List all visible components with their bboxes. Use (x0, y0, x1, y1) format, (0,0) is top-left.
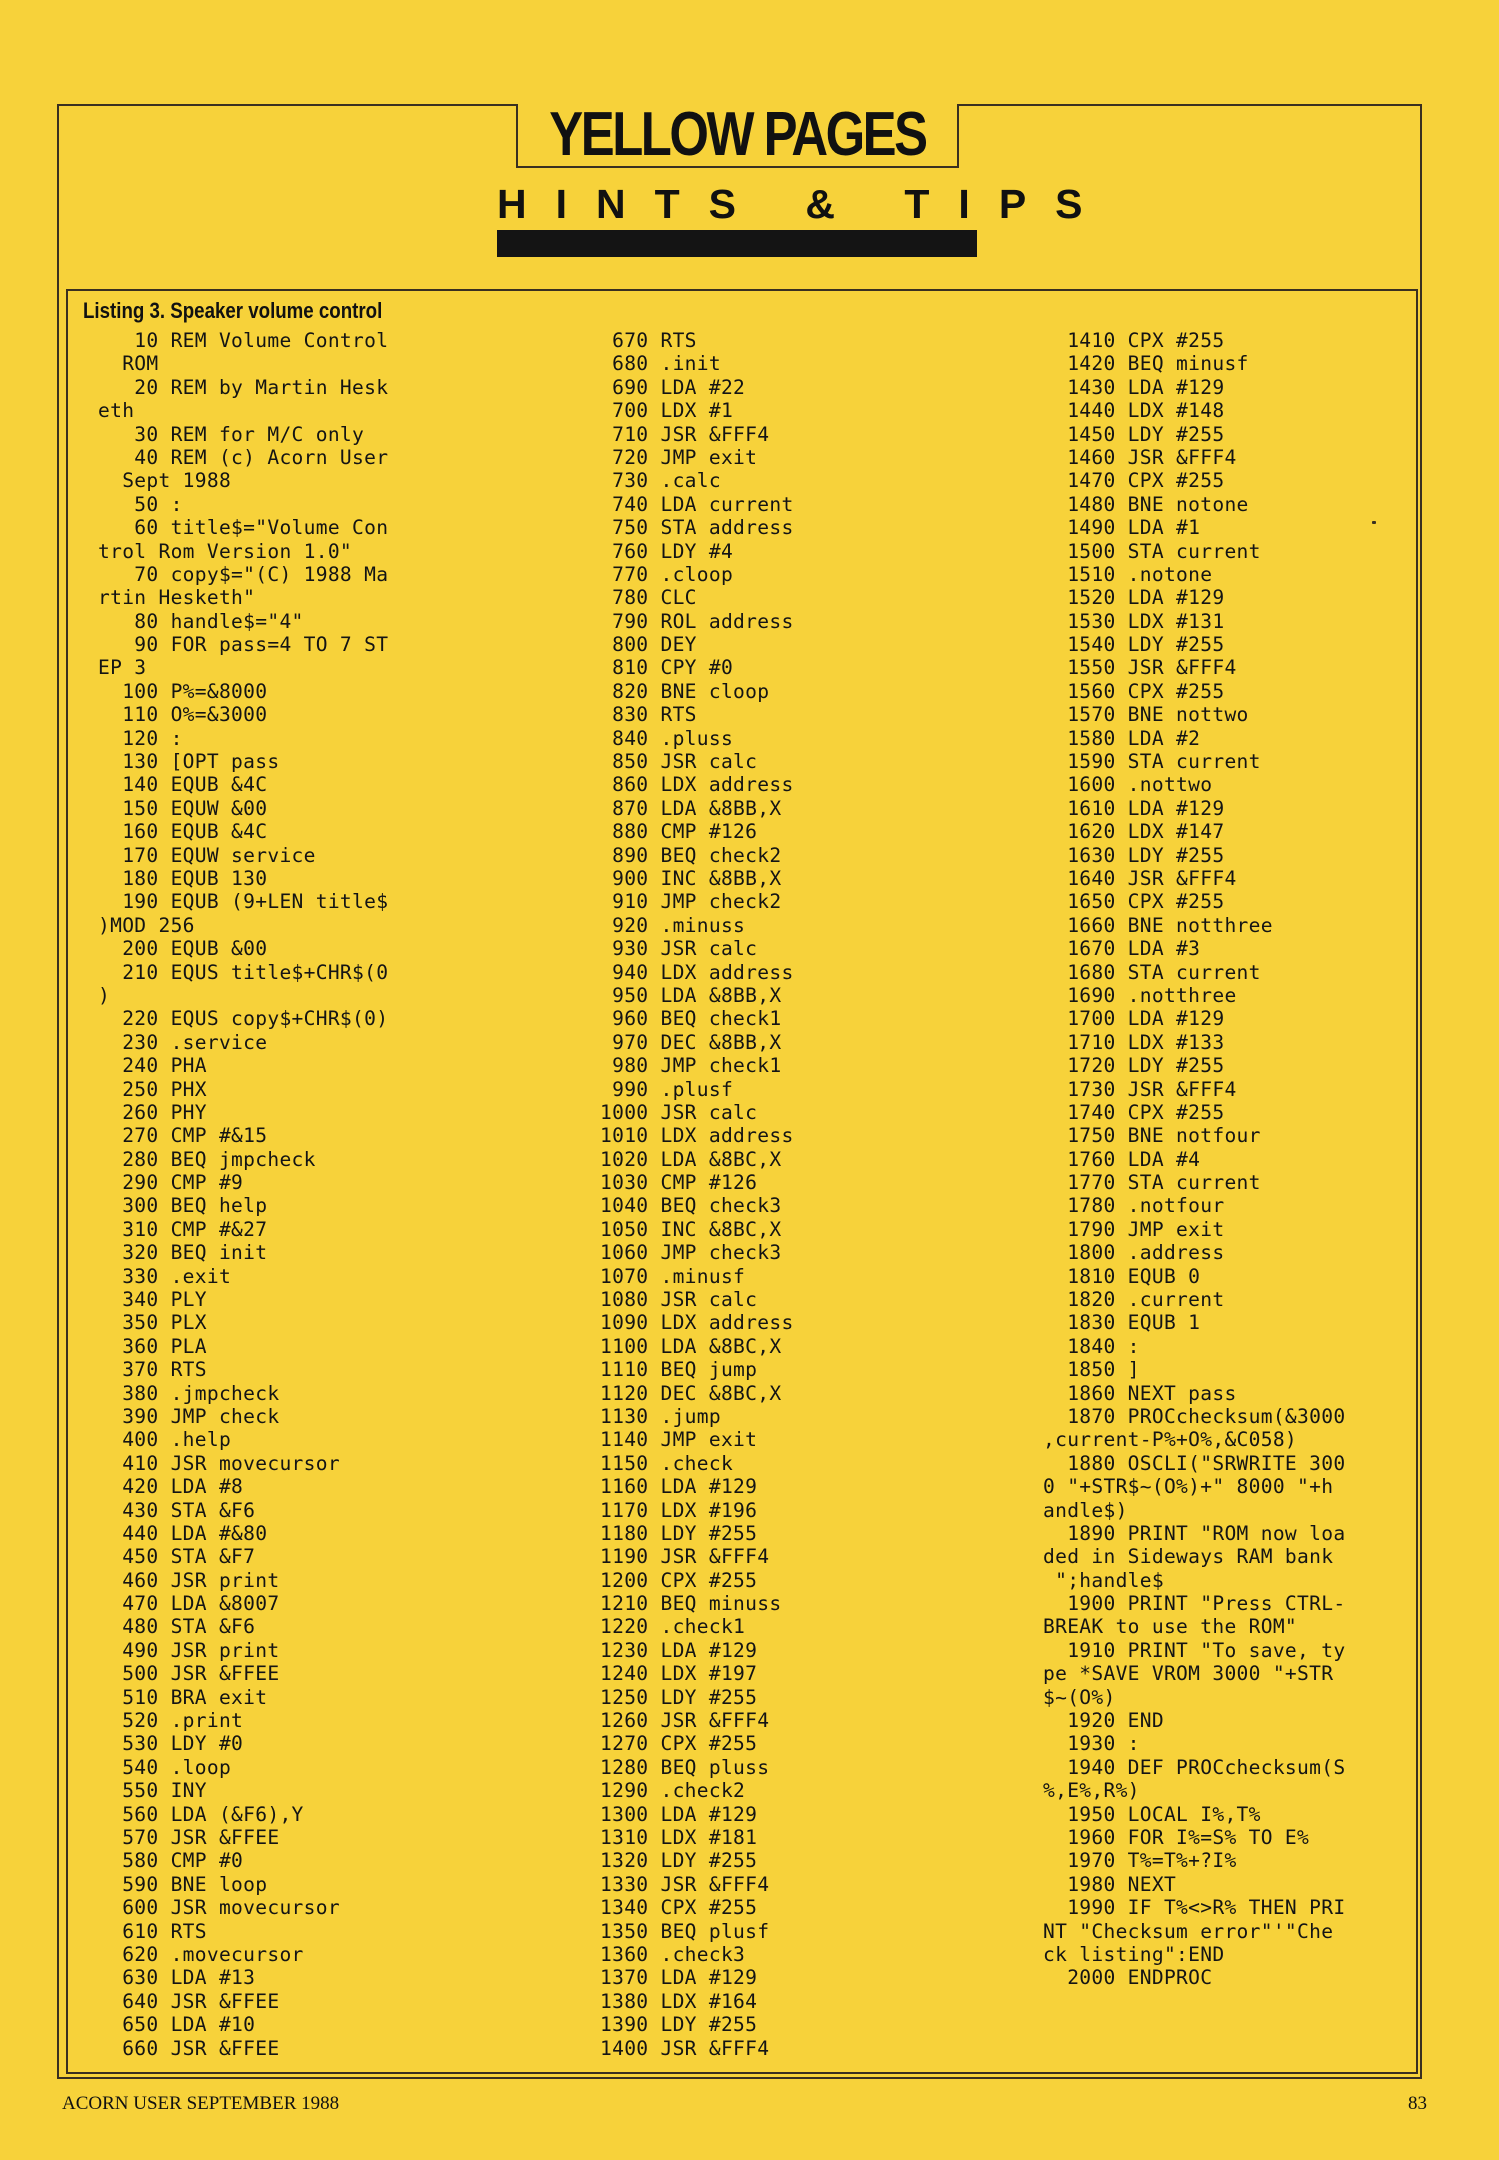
code-line: 1520 LDA #129 (1043, 586, 1225, 610)
code-line: 280 BEQ jmpcheck (98, 1147, 316, 1171)
code-line: eth (98, 399, 135, 423)
code-line: andle$) (1043, 1498, 1128, 1522)
masthead-subtitle: HINTS & TIPS (497, 181, 1112, 227)
code-line: 1010 LDX address (600, 1124, 794, 1148)
code-line: 420 LDA #8 (98, 1475, 244, 1499)
code-line: 680 .init (600, 352, 721, 376)
code-line: 1550 JSR &FFF4 (1043, 656, 1237, 680)
code-line: 1720 LDY #255 (1043, 1054, 1225, 1078)
code-line: 1920 END (1043, 1709, 1164, 1733)
code-line: 1580 LDA #2 (1043, 726, 1201, 750)
code-line: 810 CPY #0 (600, 656, 734, 680)
code-line: $~(O%) (1043, 1685, 1116, 1709)
code-line: 1980 NEXT (1043, 1872, 1177, 1896)
code-line: 690 LDA #22 (600, 375, 746, 399)
code-line: 1530 LDX #131 (1043, 609, 1225, 633)
code-line: 0 "+STR$~(O%)+" 8000 "+h (1043, 1475, 1334, 1499)
code-line: 740 LDA current (600, 492, 794, 516)
code-line: 30 REM for M/C only (98, 422, 365, 446)
code-line: 330 .exit (98, 1264, 232, 1288)
code-line: 1990 IF T%<>R% THEN PRI (1043, 1896, 1346, 1920)
code-line: 870 LDA &8BB,X (600, 796, 782, 820)
code-line: 700 LDX #1 (600, 399, 734, 423)
code-line: 520 .print (98, 1709, 244, 1733)
code-line: 1090 LDX address (600, 1311, 794, 1335)
code-line: 820 BNE cloop (600, 679, 770, 703)
code-line: 1950 LOCAL I%,T% (1043, 1802, 1261, 1826)
code-line: 980 JMP check1 (600, 1054, 782, 1078)
code-line: NT "Checksum error"'"Che (1043, 1919, 1334, 1943)
code-line: 950 LDA &8BB,X (600, 983, 782, 1007)
code-line: 1250 LDY #255 (600, 1685, 758, 1709)
code-line: 1810 EQUB 0 (1043, 1264, 1201, 1288)
code-line: Sept 1988 (98, 469, 232, 493)
code-line: 990 .plusf (600, 1077, 734, 1101)
code-line: 1910 PRINT "To save, ty (1043, 1638, 1346, 1662)
code-line: 470 LDA &8007 (98, 1592, 280, 1616)
code-line: 580 CMP #0 (98, 1849, 244, 1873)
footer-page-number: 83 (1408, 2093, 1427, 2114)
code-line: 560 LDA (&F6),Y (98, 1802, 304, 1826)
code-line: 100 P%=&8000 (98, 679, 268, 703)
code-line: 1540 LDY #255 (1043, 633, 1225, 657)
code-line: pe *SAVE VROM 3000 "+STR (1043, 1662, 1334, 1686)
code-line: 1270 CPX #255 (600, 1732, 758, 1756)
code-line: 1440 LDX #148 (1043, 399, 1225, 423)
code-line: 590 BNE loop (98, 1872, 268, 1896)
code-line: 80 handle$="4" (98, 609, 304, 633)
code-line: 1760 LDA #4 (1043, 1147, 1201, 1171)
code-line: 1490 LDA #1 (1043, 516, 1201, 540)
code-line: 1460 JSR &FFF4 (1043, 445, 1237, 469)
listing-heading: Listing 3. Speaker volume control (83, 298, 383, 323)
code-line: 1740 CPX #255 (1043, 1100, 1225, 1124)
code-line: 1860 NEXT pass (1043, 1381, 1237, 1405)
code-line: ded in Sideways RAM bank (1043, 1545, 1334, 1569)
code-line: 890 BEQ check2 (600, 843, 782, 867)
code-line: BREAK to use the ROM" (1043, 1615, 1298, 1639)
code-line: %,E%,R%) (1043, 1779, 1140, 1803)
code-line: 1900 PRINT "Press CTRL- (1043, 1592, 1346, 1616)
code-line: 770 .cloop (600, 562, 734, 586)
code-line: 900 INC &8BB,X (600, 866, 782, 890)
code-line: 780 CLC (600, 586, 697, 610)
code-line: 1390 LDY #255 (600, 2013, 758, 2037)
code-line: 850 JSR calc (600, 750, 758, 774)
code-line: 1320 LDY #255 (600, 1849, 758, 1873)
code-line: 260 PHY (98, 1100, 207, 1124)
code-line: 1450 LDY #255 (1043, 422, 1225, 446)
code-line: 720 JMP exit (600, 445, 758, 469)
code-line: 500 JSR &FFEE (98, 1662, 280, 1686)
code-line: 10 REM Volume Control (98, 329, 389, 352)
code-line: 320 BEQ init (98, 1241, 268, 1265)
code-line: 1830 EQUB 1 (1043, 1311, 1201, 1335)
code-line: 90 FOR pass=4 TO 7 ST (98, 633, 389, 657)
code-line: 400 .help (98, 1428, 232, 1452)
code-line: 1410 CPX #255 (1043, 329, 1225, 352)
code-line: 640 JSR &FFEE (98, 1989, 280, 2013)
code-line: 940 LDX address (600, 960, 794, 984)
print-speck (1372, 521, 1376, 524)
code-line: 1700 LDA #129 (1043, 1007, 1225, 1031)
code-line: 240 PHA (98, 1054, 207, 1078)
code-line: 1020 LDA &8BC,X (600, 1147, 782, 1171)
code-line: 670 RTS (600, 329, 697, 352)
code-line: 40 REM (c) Acorn User (98, 445, 389, 469)
code-line: 1050 INC &8BC,X (600, 1217, 782, 1241)
code-line: 600 JSR movecursor (98, 1896, 340, 1920)
code-line: 610 RTS (98, 1919, 207, 1943)
code-line: rtin Hesketh" (98, 586, 256, 610)
code-line: 1370 LDA #129 (600, 1966, 758, 1990)
code-line: 220 EQUS copy$+CHR$(0) (98, 1007, 389, 1031)
code-line: 1210 BEQ minuss (600, 1592, 782, 1616)
code-line: 270 CMP #&15 (98, 1124, 268, 1148)
code-line: 1840 : (1043, 1334, 1140, 1358)
masthead-title: YELLOW PAGES (549, 100, 926, 169)
code-line: 150 EQUW &00 (98, 796, 268, 820)
code-line: 1300 LDA #129 (600, 1802, 758, 1826)
code-line: 1890 PRINT "ROM now loa (1043, 1521, 1346, 1545)
code-line: 230 .service (98, 1030, 268, 1054)
code-line: 1240 LDX #197 (600, 1662, 758, 1686)
code-line: )MOD 256 (98, 913, 195, 937)
code-line: 1680 STA current (1043, 960, 1261, 984)
code-line: 620 .movecursor (98, 1942, 304, 1966)
code-line: 1790 JMP exit (1043, 1217, 1225, 1241)
code-line: 380 .jmpcheck (98, 1381, 280, 1405)
footer-publication: ACORN USER SEPTEMBER 1988 (62, 2093, 340, 2114)
listing-column-3 (1043, 329, 1345, 1990)
code-line: 1160 LDA #129 (600, 1475, 758, 1499)
code-line: ,current-P%+O%,&C058) (1043, 1428, 1298, 1452)
masthead-rule-bar (497, 230, 977, 257)
code-line: 1770 STA current (1043, 1171, 1261, 1195)
code-line: 300 BEQ help (98, 1194, 268, 1218)
code-line: 1380 LDX #164 (600, 1989, 758, 2013)
code-line: 1660 BNE notthree (1043, 913, 1273, 937)
code-line: 460 JSR print (98, 1568, 280, 1592)
code-line: 1110 BEQ jump (600, 1358, 758, 1382)
code-line: 1610 LDA #129 (1043, 796, 1225, 820)
code-line: 530 LDY #0 (98, 1732, 244, 1756)
code-line: 1060 JMP check3 (600, 1241, 782, 1265)
code-line: 140 EQUB &4C (98, 773, 268, 797)
code-line: 200 EQUB &00 (98, 937, 268, 961)
code-line: 1620 LDX #147 (1043, 820, 1225, 844)
code-line: 1780 .notfour (1043, 1194, 1225, 1218)
code-line: 540 .loop (98, 1755, 232, 1779)
code-line: 480 STA &F6 (98, 1615, 256, 1639)
code-line: 1940 DEF PROCchecksum(S (1043, 1755, 1346, 1779)
code-line: 1510 .notone (1043, 562, 1213, 586)
code-line: 650 LDA #10 (98, 2013, 256, 2037)
code-line: 630 LDA #13 (98, 1966, 256, 1990)
code-line: 310 CMP #&27 (98, 1217, 268, 1241)
code-line: 390 JMP check (98, 1404, 280, 1428)
code-line: 1690 .notthree (1043, 983, 1237, 1007)
listing-column-1 (98, 329, 388, 2060)
code-line: 360 PLA (98, 1334, 207, 1358)
code-line: 860 LDX address (600, 773, 794, 797)
code-line: 1820 .current (1043, 1288, 1225, 1312)
code-line: 1670 LDA #3 (1043, 937, 1201, 961)
code-line: 830 RTS (600, 703, 697, 727)
code-line: 180 EQUB 130 (98, 866, 268, 890)
code-line: 1850 ] (1043, 1358, 1140, 1382)
code-line: ROM (98, 352, 159, 376)
code-line: 1640 JSR &FFF4 (1043, 866, 1237, 890)
code-line: 370 RTS (98, 1358, 207, 1382)
code-line: 710 JSR &FFF4 (600, 422, 770, 446)
code-line: 1350 BEQ plusf (600, 1919, 770, 1943)
code-line: 2000 ENDPROC (1043, 1966, 1213, 1990)
code-line: 1220 .check1 (600, 1615, 746, 1639)
code-line: 1180 LDY #255 (600, 1521, 758, 1545)
code-line: 750 STA address (600, 516, 794, 540)
code-line: 1030 CMP #126 (600, 1171, 758, 1195)
code-line: 1230 LDA #129 (600, 1638, 758, 1662)
code-line: 190 EQUB (9+LEN title$ (98, 890, 389, 914)
code-line: 60 title$="Volume Con (98, 516, 389, 540)
code-line: 430 STA &F6 (98, 1498, 256, 1522)
code-line: 840 .pluss (600, 726, 734, 750)
code-line: 1360 .check3 (600, 1942, 746, 1966)
code-line: 1970 T%=T%+?I% (1043, 1849, 1237, 1873)
code-line: 1870 PROCchecksum(&3000 (1043, 1404, 1346, 1428)
code-line: 1730 JSR &FFF4 (1043, 1077, 1237, 1101)
code-line: 290 CMP #9 (98, 1171, 244, 1195)
code-line: 160 EQUB &4C (98, 820, 268, 844)
code-line: 1340 CPX #255 (600, 1896, 758, 1920)
code-line: 880 CMP #126 (600, 820, 758, 844)
code-line: 910 JMP check2 (600, 890, 782, 914)
code-line: 570 JSR &FFEE (98, 1826, 280, 1849)
code-line: 1120 DEC &8BC,X (600, 1381, 782, 1405)
code-line: 130 [OPT pass (98, 750, 280, 774)
code-line: 1570 BNE nottwo (1043, 703, 1249, 727)
code-line: 1800 .address (1043, 1241, 1225, 1265)
code-line: 170 EQUW service (98, 843, 316, 867)
code-line: 1960 FOR I%=S% TO E% (1043, 1826, 1310, 1849)
code-line: 20 REM by Martin Hesk (98, 375, 389, 399)
code-line: 1080 JSR calc (600, 1288, 758, 1312)
code-line: 110 O%=&3000 (98, 703, 268, 727)
code-line: 210 EQUS title$+CHR$(0 (98, 960, 389, 984)
code-line: 970 DEC &8BB,X (600, 1030, 782, 1054)
code-line: 1880 OSCLI("SRWRITE 300 (1043, 1451, 1346, 1475)
code-line: 50 : (98, 492, 183, 516)
code-line: ";handle$ (1043, 1568, 1164, 1592)
code-line: 70 copy$="(C) 1988 Ma (98, 562, 389, 586)
code-line: 440 LDA #&80 (98, 1521, 268, 1545)
code-line: 1140 JMP exit (600, 1428, 758, 1452)
code-line: 410 JSR movecursor (98, 1451, 340, 1475)
code-line: 920 .minuss (600, 913, 746, 937)
code-line: 1000 JSR calc (600, 1100, 758, 1124)
code-line: ) (98, 983, 111, 1007)
code-line: 120 : (98, 726, 183, 750)
code-line: 1400 JSR &FFF4 (600, 2036, 770, 2060)
code-line: 550 INY (98, 1779, 207, 1803)
code-line: 510 BRA exit (98, 1685, 268, 1709)
code-line: 1470 CPX #255 (1043, 469, 1225, 493)
code-line: trol Rom Version 1.0" (98, 539, 353, 563)
code-line: 1070 .minusf (600, 1264, 746, 1288)
code-line: 930 JSR calc (600, 937, 758, 961)
code-line: 1200 CPX #255 (600, 1568, 758, 1592)
code-line: 790 ROL address (600, 609, 794, 633)
code-line: 1930 : (1043, 1732, 1140, 1756)
code-line: 1190 JSR &FFF4 (600, 1545, 770, 1569)
code-line: 1170 LDX #196 (600, 1498, 758, 1522)
code-line: 490 JSR print (98, 1638, 280, 1662)
code-line: 760 LDY #4 (600, 539, 734, 563)
code-line: 660 JSR &FFEE (98, 2036, 280, 2060)
code-line: 1280 BEQ pluss (600, 1755, 770, 1779)
listing-column-2 (600, 329, 794, 2060)
code-line: 1650 CPX #255 (1043, 890, 1225, 914)
code-line: 250 PHX (98, 1077, 207, 1101)
code-line: 1260 JSR &FFF4 (600, 1709, 770, 1733)
code-line: 1590 STA current (1043, 750, 1261, 774)
code-line: 340 PLY (98, 1288, 207, 1312)
code-line: 1330 JSR &FFF4 (600, 1872, 770, 1896)
code-line: 1480 BNE notone (1043, 492, 1249, 516)
code-line: 1500 STA current (1043, 539, 1261, 563)
code-line: 960 BEQ check1 (600, 1007, 782, 1031)
code-line: 1130 .jump (600, 1404, 721, 1428)
code-line: 1310 LDX #181 (600, 1826, 758, 1849)
code-line: 730 .calc (600, 469, 721, 493)
code-line: 1560 CPX #255 (1043, 679, 1225, 703)
code-line: 1420 BEQ minusf (1043, 352, 1249, 376)
code-line: 1040 BEQ check3 (600, 1194, 782, 1218)
code-line: 1600 .nottwo (1043, 773, 1213, 797)
masthead-box (516, 100, 959, 169)
code-line: EP 3 (98, 656, 147, 680)
code-line: 1430 LDA #129 (1043, 375, 1225, 399)
code-line: 1290 .check2 (600, 1779, 746, 1803)
code-line: 350 PLX (98, 1311, 207, 1335)
code-line: 1630 LDY #255 (1043, 843, 1225, 867)
code-line: 1150 .check (600, 1451, 734, 1475)
code-line: 450 STA &F7 (98, 1545, 256, 1569)
code-line: 1710 LDX #133 (1043, 1030, 1225, 1054)
code-line: ck listing":END (1043, 1942, 1225, 1966)
code-line: 800 DEY (600, 633, 697, 657)
code-line: 1750 BNE notfour (1043, 1124, 1261, 1148)
code-line: 1100 LDA &8BC,X (600, 1334, 782, 1358)
